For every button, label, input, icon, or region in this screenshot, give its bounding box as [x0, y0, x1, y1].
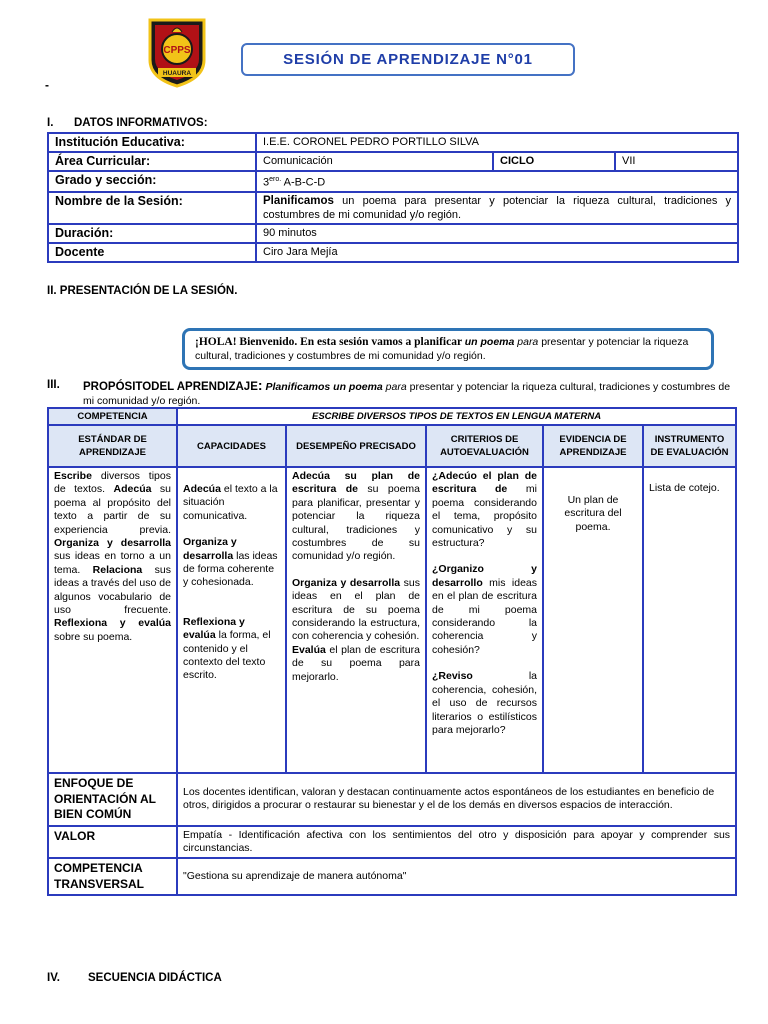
school-logo — [146, 16, 208, 88]
transversal-label: COMPETENCIA TRANSVERSAL — [48, 858, 177, 895]
capacidades-cell: Adecúa el texto a la situación comunicativa. Organiza y desarrolla las ideas de forma coherente y cohesionada. Reflexiona y evalúa la forma, el contenido y el contexto del texto escrito. — [177, 467, 286, 773]
grado-label: Grado y sección: — [48, 171, 256, 192]
section3-number: III. — [47, 379, 60, 391]
datos-table — [47, 132, 739, 263]
logo-text-bottom: HUAURA — [162, 70, 192, 77]
docente-value: Ciro Jara Mejía — [256, 243, 738, 262]
docente-label: Docente — [48, 243, 256, 262]
desempeno-cell: Adecúa su plan de escritura de su poema para planificar, presentar y potenciar la riqueza cultural, tradiciones y costumbres de su comunidad y/o región. Organiza y desarrolla sus ideas en el plan de escritura de su poema considerando la estructura, con coherencia y cohesión. Evalúa el plan de escritura de su poema para mejorarlo. — [286, 467, 426, 773]
duracion-value: 90 minutos — [256, 224, 738, 243]
institucion-value: I.E.E. CORONEL PEDRO PORTILLO SILVA — [256, 133, 738, 152]
area-value: Comunicación — [256, 152, 493, 171]
section4-heading: IV. SECUENCIA DIDÁCTICA — [47, 972, 222, 984]
nombre-value: Planificamos un poema para presentar y potenciar la riqueza cultural, tradiciones y costumbres de mi comunidad y/o región. — [256, 192, 738, 224]
instrumento-cell: Lista de cotejo. — [643, 467, 736, 773]
competencia-value: ESCRIBE DIVERSOS TIPOS DE TEXTOS EN LENGUA MATERNA — [177, 408, 736, 425]
section1-number: I. — [47, 117, 54, 129]
col-estandar: ESTÁNDAR DE APRENDIZAJE — [48, 425, 177, 467]
greeting-box: ¡HOLA! Bienvenido. En esta sesión vamos a planificar un poema para presentar y potenciar la riqueza cultural, tradiciones y costumbres de mi comunidad y/o región. — [182, 328, 714, 370]
section1-heading: DATOS INFORMATIVOS: — [74, 117, 208, 129]
ciclo-value: VII — [615, 152, 738, 171]
col-criterios: CRITERIOS DE AUTOEVALUACIÓN — [426, 425, 543, 467]
session-title: SESIÓN DE APRENDIZAJE N°01 — [241, 43, 575, 76]
competencia-label: COMPETENCIA — [48, 408, 177, 425]
ciclo-label: CICLO — [493, 152, 615, 171]
proposito-table — [47, 407, 737, 896]
col-instrumento: INSTRUMENTO DE EVALUACIÓN — [643, 425, 736, 467]
enfoque-label: ENFOQUE DE ORIENTACIÓN AL BIEN COMÚN — [48, 773, 177, 826]
enfoque-value: Los docentes identifican, valoran y destacan continuamente actos espontáneos de los estudiantes en beneficio de otros, dirigidos a procurar o restaurar su bienestar y el de los demás en diversos espacios de interacción. — [177, 773, 736, 826]
evidencia-cell: Un plan de escritura del poema. — [543, 467, 643, 773]
duracion-label: Duración: — [48, 224, 256, 243]
estandar-cell: Escribe diversos tipos de textos. Adecúa su poema al propósito del texto a partir de su experiencia previa. Organiza y desarrolla sus ideas en torno a un tema. Relaciona sus ideas a través del uso de algunos vocabulario de uso frecuente. Reflexiona y evalúa sobre su poema. — [48, 467, 177, 773]
section2-heading: II. PRESENTACIÓN DE LA SESIÓN. — [47, 285, 238, 297]
col-capacidades: CAPACIDADES — [177, 425, 286, 467]
col-desempeno: DESEMPEÑO PRECISADO — [286, 425, 426, 467]
institucion-label: Institución Educativa: — [48, 133, 256, 152]
purpose-text: PROPÓSITODEL APRENDIZAJE: Planificamos un poema para presentar y potenciar la riqueza cultural, tradiciones y costumbres de mi comunidad y/o región. — [83, 377, 731, 407]
logo-text-top: CPPS — [163, 45, 191, 56]
nombre-label: Nombre de la Sesión: — [48, 192, 256, 224]
valor-value: Empatía - Identificación afectiva con los sentimientos del otro y disposición para apoyar y comprender sus circunstancias. — [177, 826, 736, 859]
valor-label: VALOR — [48, 826, 177, 859]
area-label: Área Curricular: — [48, 152, 256, 171]
dash-mark: - — [45, 78, 49, 92]
grado-value: $3^{ero.}$ A-B-C-D — [256, 171, 738, 192]
transversal-value: "Gestiona su aprendizaje de manera autónoma" — [177, 858, 736, 895]
criterios-cell: ¿Adecúo el plan de escritura de mi poema considerando el tema, propósito comunicativo y su estructura? ¿Organizo y desarrollo mis ideas en el plan de escritura de mi poema considerando la coherencia y cohesión? ¿Reviso la coherencia, cohesión, el uso de recursos literarios o estilísticos para mejorarlo? — [426, 467, 543, 773]
col-evidencia: EVIDENCIA DE APRENDIZAJE — [543, 425, 643, 467]
